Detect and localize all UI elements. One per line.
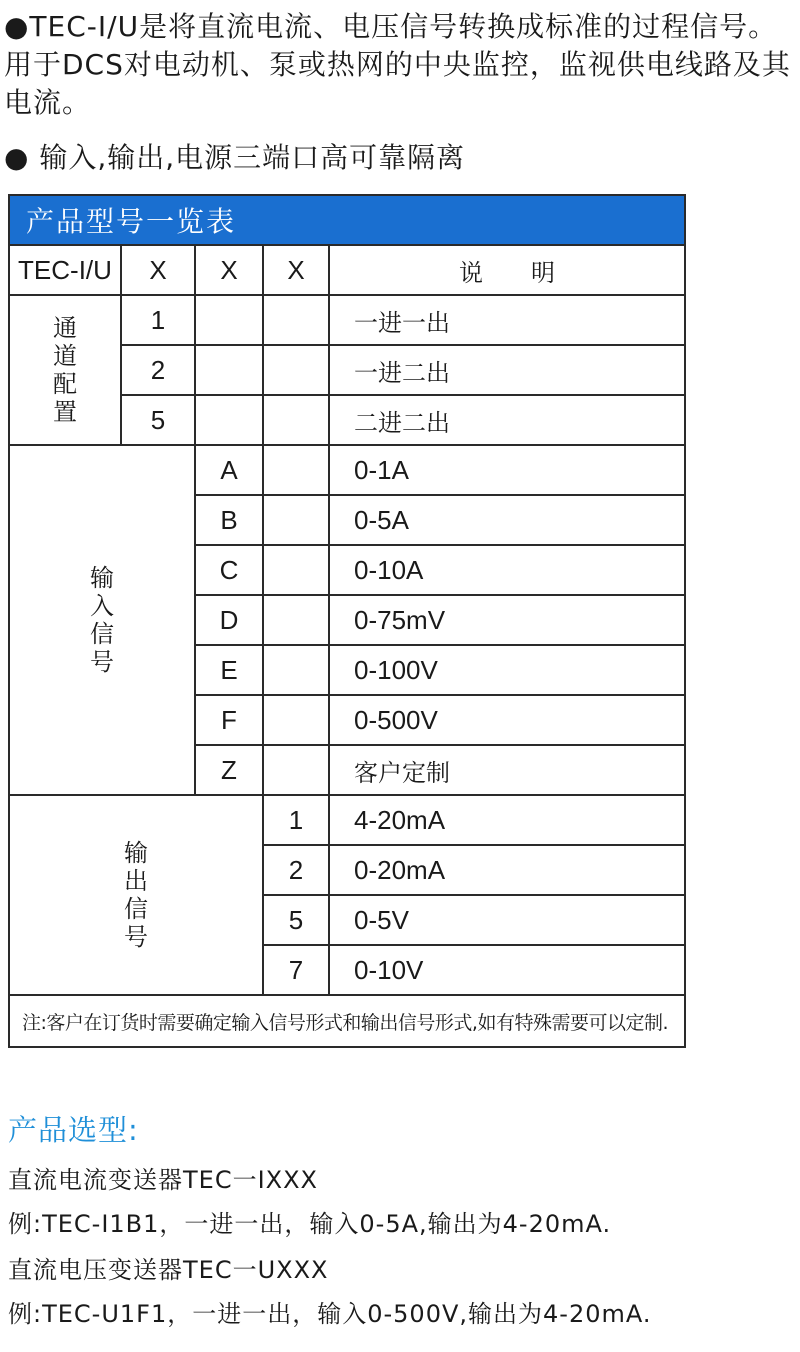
input-code: C [195, 545, 263, 595]
input-group-label: 输入信号 [9, 445, 195, 795]
selection-title: 产品选型: [8, 1113, 139, 1147]
input-desc: 0-10A [329, 545, 685, 595]
selection-line-current: 直流电流变送器TEC一IXXX [8, 1166, 318, 1194]
input-code: B [195, 495, 263, 545]
channel-desc: 一进二出 [329, 345, 685, 395]
output-group-label: 输出信号 [9, 795, 263, 995]
input-desc: 0-500V [329, 695, 685, 745]
output-desc: 0-20mA [329, 845, 685, 895]
output-desc: 4-20mA [329, 795, 685, 845]
header-x1: X [121, 245, 195, 295]
model-selection-table [8, 194, 686, 1048]
channel-code: 5 [121, 395, 195, 445]
output-code: 2 [263, 845, 329, 895]
input-desc: 0-75mV [329, 595, 685, 645]
table-row [9, 295, 685, 345]
output-desc: 0-5V [329, 895, 685, 945]
table-title: 产品型号一览表 [9, 195, 685, 245]
feature-bullet: ● 输入,输出,电源三端口高可靠隔离 [4, 141, 466, 174]
channel-group-label: 通道配置 [9, 295, 121, 445]
header-x3: X [263, 245, 329, 295]
intro-paragraph: ●TEC-I/U是将直流电流、电压信号转换成标准的过程信号。用于DCS对电动机、泵或热网的中央监控，监视供电线路及其电流。 [4, 10, 791, 119]
output-code: 7 [263, 945, 329, 995]
header-x2: X [195, 245, 263, 295]
input-code: F [195, 695, 263, 745]
channel-code: 2 [121, 345, 195, 395]
input-code: Z [195, 745, 263, 795]
input-code: E [195, 645, 263, 695]
output-code: 5 [263, 895, 329, 945]
channel-desc: 一进一出 [329, 295, 685, 345]
input-desc: 0-100V [329, 645, 685, 695]
header-desc: 说 明 [329, 245, 685, 295]
selection-line-voltage: 直流电压变送器TEC一UXXX [8, 1256, 329, 1284]
header-model: TEC-I/U [9, 245, 121, 295]
table-header-row [9, 245, 685, 295]
table-row [9, 795, 685, 845]
channel-code: 1 [121, 295, 195, 345]
input-code: A [195, 445, 263, 495]
selection-example-current: 例:TEC-I1B1，一进一出，输入0-5A,输出为4-20mA. [8, 1210, 612, 1238]
input-code: D [195, 595, 263, 645]
output-code: 1 [263, 795, 329, 845]
channel-desc: 二进二出 [329, 395, 685, 445]
input-desc: 客户定制 [329, 745, 685, 795]
table-row [9, 445, 685, 495]
input-desc: 0-1A [329, 445, 685, 495]
input-desc: 0-5A [329, 495, 685, 545]
selection-example-voltage: 例:TEC-U1F1，一进一出，输入0-500V,输出为4-20mA. [8, 1300, 652, 1328]
table-note: 注:客户在订货时需要确定输入信号形式和输出信号形式,如有特殊需要可以定制. [9, 995, 685, 1047]
output-desc: 0-10V [329, 945, 685, 995]
